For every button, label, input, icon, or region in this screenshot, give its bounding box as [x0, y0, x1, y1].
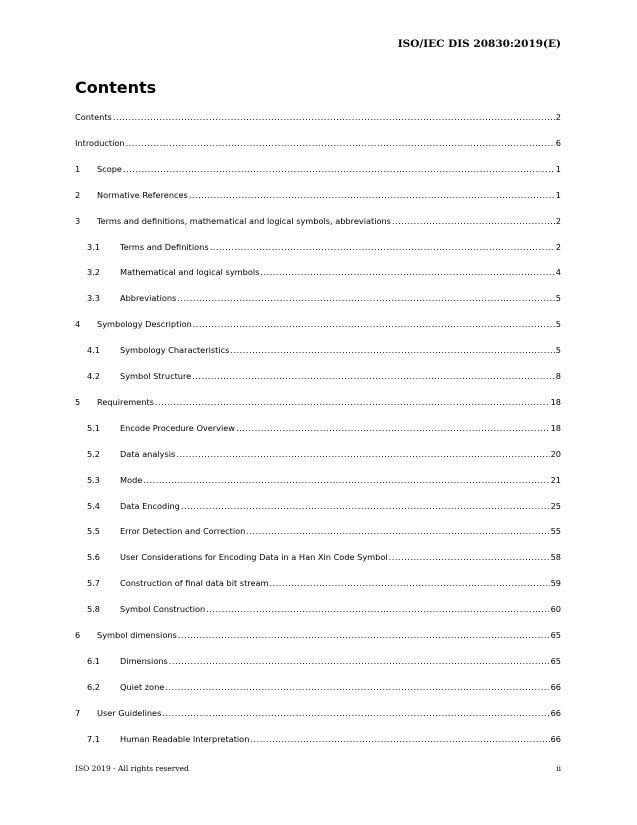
toc-dot-leader — [126, 138, 555, 148]
toc-entry[interactable] — [87, 371, 561, 383]
toc-entry-title: Symbol Structure — [120, 371, 192, 381]
toc-entry-title: Contents — [75, 112, 112, 122]
toc-entry-page: 66 — [550, 733, 561, 744]
toc-entry-page: 59 — [550, 578, 561, 589]
toc-entry-title: Dimensions — [120, 655, 168, 666]
toc-entry[interactable] — [87, 526, 561, 538]
toc-entry-title: User Guidelines — [97, 707, 162, 718]
toc-dot-leader — [206, 604, 549, 614]
toc-entry-number: 7 — [75, 707, 81, 718]
toc-entry-number: 3.2 — [87, 267, 101, 278]
toc-entry-title: Data analysis — [120, 448, 176, 459]
toc-entry-page: 18 — [550, 396, 561, 407]
toc-dot-leader — [155, 397, 550, 407]
toc-dot-leader — [162, 708, 549, 718]
toc-entry-title: Encode Procedure Overview — [120, 422, 235, 433]
toc-entry-number: 4.1 — [87, 345, 101, 356]
toc-dot-leader — [123, 164, 555, 174]
document-id-header: ISO/IEC DIS 20830:2019(E) — [397, 38, 561, 50]
toc-entry-title: Requirements — [97, 396, 154, 407]
toc-entry-title: Symbol Construction — [120, 604, 206, 615]
toc-entry-page: 2 — [555, 215, 561, 226]
toc-entry-page: 4 — [555, 267, 561, 278]
toc-dot-leader — [189, 190, 555, 200]
toc-entry-number: 2 — [75, 189, 81, 200]
toc-dot-leader — [260, 267, 554, 277]
toc-entry-page: 5 — [555, 293, 561, 304]
toc-dot-leader — [193, 319, 555, 329]
toc-entry[interactable] — [75, 216, 561, 228]
toc-dot-leader — [246, 526, 549, 536]
toc-entry[interactable] — [75, 138, 561, 150]
toc-entry-page: 66 — [550, 707, 561, 718]
toc-entry-number: 6.2 — [87, 681, 101, 692]
toc-entry-page: 5 — [555, 345, 561, 356]
toc-entry-page: 8 — [555, 371, 561, 381]
toc-entry-title: Human Readable Interpretation — [120, 733, 250, 744]
toc-entry[interactable] — [87, 242, 561, 254]
toc-entry-number: 5.2 — [87, 448, 101, 459]
toc-entry-number: 5.6 — [87, 552, 101, 563]
toc-entry[interactable] — [87, 293, 561, 305]
toc-entry-number: 5.5 — [87, 526, 101, 537]
toc-entry[interactable] — [87, 552, 561, 564]
toc-dot-leader — [165, 682, 549, 692]
toc-dot-leader — [113, 112, 555, 122]
toc-dot-leader — [143, 475, 549, 485]
toc-entry-title: Quiet zone — [120, 681, 165, 692]
toc-entry-title: Symbology Description — [97, 319, 192, 330]
toc-dot-leader — [236, 423, 550, 433]
toc-entry[interactable] — [75, 397, 561, 409]
toc-entry-number: 3 — [75, 215, 81, 226]
toc-entry-number: 7.1 — [87, 733, 101, 744]
toc-entry[interactable] — [87, 267, 561, 279]
toc-entry-page: 25 — [550, 500, 561, 511]
toc-dot-leader — [230, 345, 554, 355]
toc-dot-leader — [270, 578, 550, 588]
toc-dot-leader — [169, 656, 550, 666]
toc-entry-title: Abbreviations — [120, 293, 177, 304]
toc-entry-title: Normative References — [97, 189, 188, 200]
toc-entry[interactable] — [75, 190, 561, 202]
toc-entry-number: 1 — [75, 163, 81, 174]
toc-entry-page: 18 — [550, 422, 561, 433]
toc-entry[interactable] — [87, 449, 561, 461]
toc-entry-title: Terms and definitions, mathematical and logical symbols, abbreviations — [97, 215, 391, 226]
toc-entry-title: Scope — [97, 163, 122, 174]
toc-dot-leader — [178, 630, 550, 640]
toc-entry-number: 6 — [75, 630, 81, 640]
toc-dot-leader — [192, 371, 555, 381]
toc-entry-number: 6.1 — [87, 655, 101, 666]
toc-entry-page: 1 — [555, 189, 561, 200]
toc-entry-page: 66 — [550, 681, 561, 692]
toc-entry-page: 58 — [550, 552, 561, 563]
toc-entry[interactable] — [87, 501, 561, 513]
toc-entry-number: 5.1 — [87, 422, 101, 433]
toc-dot-leader — [250, 734, 549, 744]
toc-entry[interactable] — [75, 708, 561, 720]
toc-entry-title: Construction of final data bit stream — [120, 578, 269, 589]
toc-entry-number: 5.7 — [87, 578, 101, 589]
toc-entry[interactable] — [75, 319, 561, 331]
toc-entry[interactable] — [87, 682, 561, 694]
toc-entry[interactable] — [87, 734, 561, 746]
toc-entry-number: 3.3 — [87, 293, 101, 304]
toc-entry-title: Error Detection and Correction — [120, 526, 246, 537]
toc-entry-page: 5 — [555, 319, 561, 330]
toc-entry-page: 65 — [550, 630, 561, 640]
toc-entry-number: 5.8 — [87, 604, 101, 615]
toc-entry[interactable] — [75, 630, 561, 642]
toc-entry-number: 5.3 — [87, 474, 101, 485]
toc-entry[interactable] — [75, 112, 561, 124]
toc-entry-page: 60 — [550, 604, 561, 615]
toc-dot-leader — [389, 552, 550, 562]
toc-entry-page: 6 — [555, 137, 561, 148]
toc-entry-page: 1 — [555, 163, 561, 174]
toc-entry-number: 4.2 — [87, 371, 101, 381]
toc-entry-number: 5.4 — [87, 500, 101, 511]
toc-entry[interactable] — [75, 164, 561, 176]
toc-entry-number: 5 — [75, 396, 81, 407]
toc-entry-page: 55 — [550, 526, 561, 537]
toc-dot-leader — [176, 449, 549, 459]
toc-entry-title: Symbol dimensions — [97, 630, 177, 640]
toc-entry-title: Terms and Definitions — [120, 241, 209, 252]
toc-entry-page: 21 — [550, 474, 561, 485]
contents-heading: Contents — [75, 78, 157, 97]
toc-entry-number: 3.1 — [87, 241, 101, 252]
toc-dot-leader — [392, 216, 555, 226]
toc-entry-title: Symbology Characteristics — [120, 345, 230, 356]
toc-entry-title: Data Encoding — [120, 500, 180, 511]
toc-entry[interactable] — [87, 345, 561, 357]
toc-entry-page: 20 — [550, 448, 561, 459]
toc-entry[interactable] — [87, 604, 561, 616]
toc-entry[interactable] — [87, 656, 561, 668]
toc-entry[interactable] — [87, 578, 561, 590]
toc-entry-number: 4 — [75, 319, 81, 330]
footer-page-number: ii — [556, 764, 561, 773]
toc-entry-title: User Considerations for Encoding Data in a Han Xin Code Symbol — [120, 552, 388, 563]
toc-entry-title: Mathematical and logical symbols — [120, 267, 260, 278]
toc-dot-leader — [177, 293, 554, 303]
toc-entry-page: 2 — [555, 112, 561, 122]
toc-entry-page: 2 — [555, 241, 561, 252]
toc-dot-leader — [210, 242, 555, 252]
toc-dot-leader — [181, 501, 550, 511]
toc-entry[interactable] — [87, 475, 561, 487]
footer-copyright: ISO 2019 - All rights reserved — [75, 764, 189, 773]
toc-entry-title: Mode — [120, 474, 143, 485]
toc-entry[interactable] — [87, 423, 561, 435]
toc-entry-page: 65 — [550, 655, 561, 666]
toc-entry-title: Introduction — [75, 137, 125, 148]
